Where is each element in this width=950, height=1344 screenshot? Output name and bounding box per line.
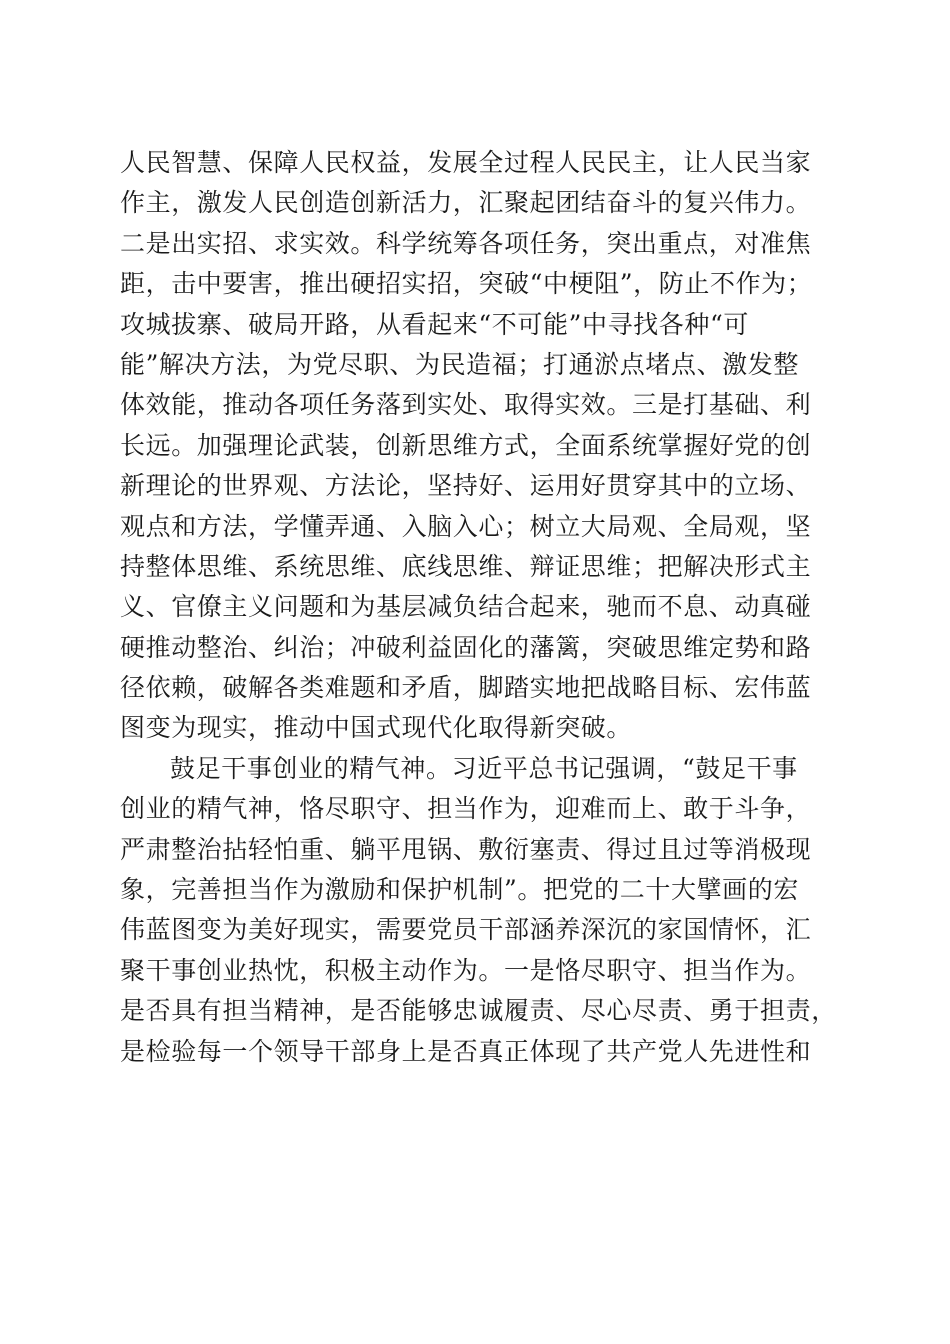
text-line: 能”解决方法，为党尽职、为民造福；打通淤点堵点、激发整 [120, 349, 799, 379]
text-line: 长远。加强理论武装，创新思维方式，全面系统掌握好党的创 [120, 430, 812, 460]
text-line: 硬推动整治、纠治；冲破利益固化的藩篱，突破思维定势和路 [120, 632, 812, 662]
text-line: 严肃整治拈轻怕重、躺平甩锅、敷衍塞责、得过且过等消极现 [120, 834, 812, 864]
text-line: 体效能，推动各项任务落到实处、取得实效。三是打基础、利 [120, 390, 812, 420]
paragraph-1 [120, 143, 840, 749]
text-line: 径依赖，破解各类难题和矛盾，脚踏实地把战略目标、宏伟蓝 [120, 673, 812, 703]
text-line: 作主，激发人民创造创新活力，汇聚起团结奋斗的复兴伟力。 [120, 188, 812, 218]
text-line: 是否具有担当精神，是否能够忠诚履责、尽心尽责、勇于担责， [120, 996, 837, 1026]
text-line: 攻城拔寨、破局开路，从看起来“不可能”中寻找各种“可 [120, 309, 749, 339]
text-line: 距，击中要害，推出硬招实招，突破“中梗阻”，防止不作为； [120, 269, 813, 299]
text-line: 是检验每一个领导干部身上是否真正体现了共产党人先进性和 [120, 1036, 812, 1066]
text-line: 义、官僚主义问题和为基层减负结合起来，驰而不息、动真碰 [120, 592, 812, 622]
text-line: 人民智慧、保障人民权益，发展全过程人民民主，让人民当家 [120, 148, 812, 177]
text-line: 象，完善担当作为激励和保护机制”。把党的二十大擘画的宏 [120, 875, 799, 905]
text-line: 聚干事创业热忱，积极主动作为。一是恪尽职守、担当作为。 [120, 955, 812, 985]
text-line: 创业的精气神，恪尽职守、担当作为，迎难而上、敢于斗争， [120, 794, 812, 824]
text-line: 伟蓝图变为美好现实，需要党员干部涵养深沉的家国情怀，汇 [120, 915, 812, 945]
text-line: 鼓足干事创业的精气神。习近平总书记强调，“鼓足干事 [170, 753, 798, 783]
body-text [120, 143, 840, 1072]
text-line: 持整体思维、系统思维、底线思维、辩证思维；把解决形式主 [120, 551, 812, 581]
text-line: 观点和方法，学懂弄通、入脑入心；树立大局观、全局观，坚 [120, 511, 812, 541]
text-line: 二是出实招、求实效。科学统筹各项任务，突出重点，对准焦 [120, 228, 812, 258]
text-line: 图变为现实，推动中国式现代化取得新突破。 [120, 713, 633, 743]
paragraph-2 [120, 749, 840, 1072]
text-line: 新理论的世界观、方法论，坚持好、运用好贯穿其中的立场、 [120, 471, 812, 501]
